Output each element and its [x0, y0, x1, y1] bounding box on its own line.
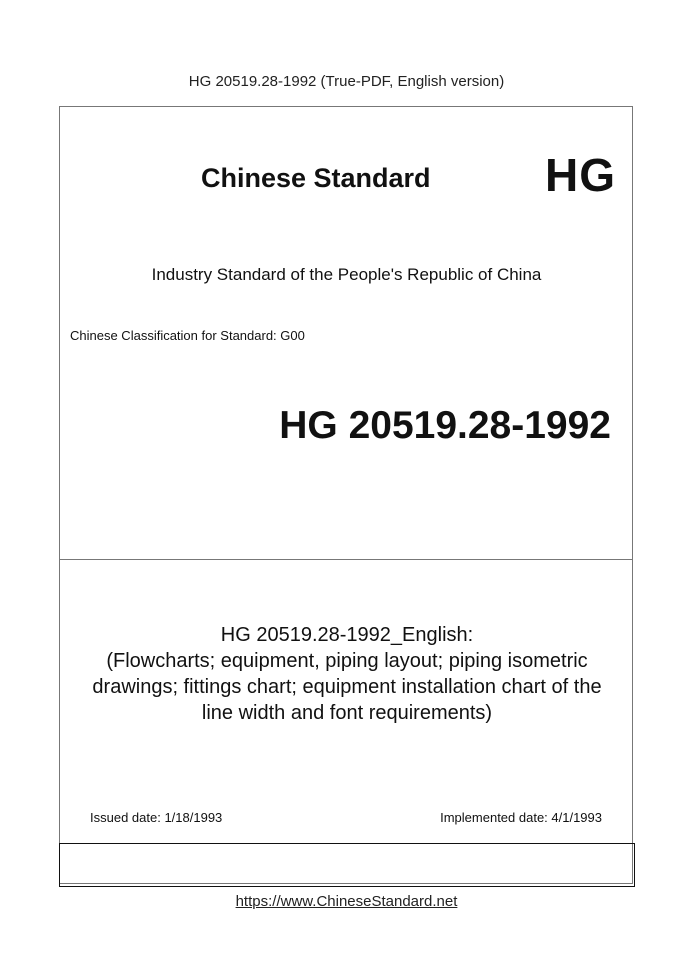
- page-header: HG 20519.28-1992 (True-PDF, English version): [188, 73, 505, 90]
- website-footer: [0, 893, 693, 910]
- classification-text: Chinese Classification for Standard: G00: [70, 328, 305, 343]
- document-type: Chinese Standard: [201, 163, 431, 193]
- hg-mark: HG: [545, 149, 616, 201]
- title-line: HG 20519.28-1992_English:: [220, 624, 474, 646]
- title-line: (Flowcharts; equipment, piping layout; piping isometric: [106, 650, 588, 672]
- industry-subtitle: Industry Standard of the People's Republic of China: [151, 265, 542, 284]
- implemented-date: Implemented date: 4/1/1993: [440, 810, 602, 825]
- frame-divider: [60, 559, 632, 560]
- cover-frame: [59, 106, 633, 884]
- standard-code: HG 20519.28-1992: [279, 404, 611, 447]
- title-line: drawings; fittings chart; equipment installation chart of the: [92, 676, 602, 698]
- title-line: line width and font requirements): [201, 702, 493, 724]
- document-title: [62, 622, 632, 726]
- issued-date: Issued date: 1/18/1993: [90, 810, 223, 825]
- website-link[interactable]: https://www.ChineseStandard.net: [235, 893, 458, 910]
- footer-box: [59, 843, 635, 887]
